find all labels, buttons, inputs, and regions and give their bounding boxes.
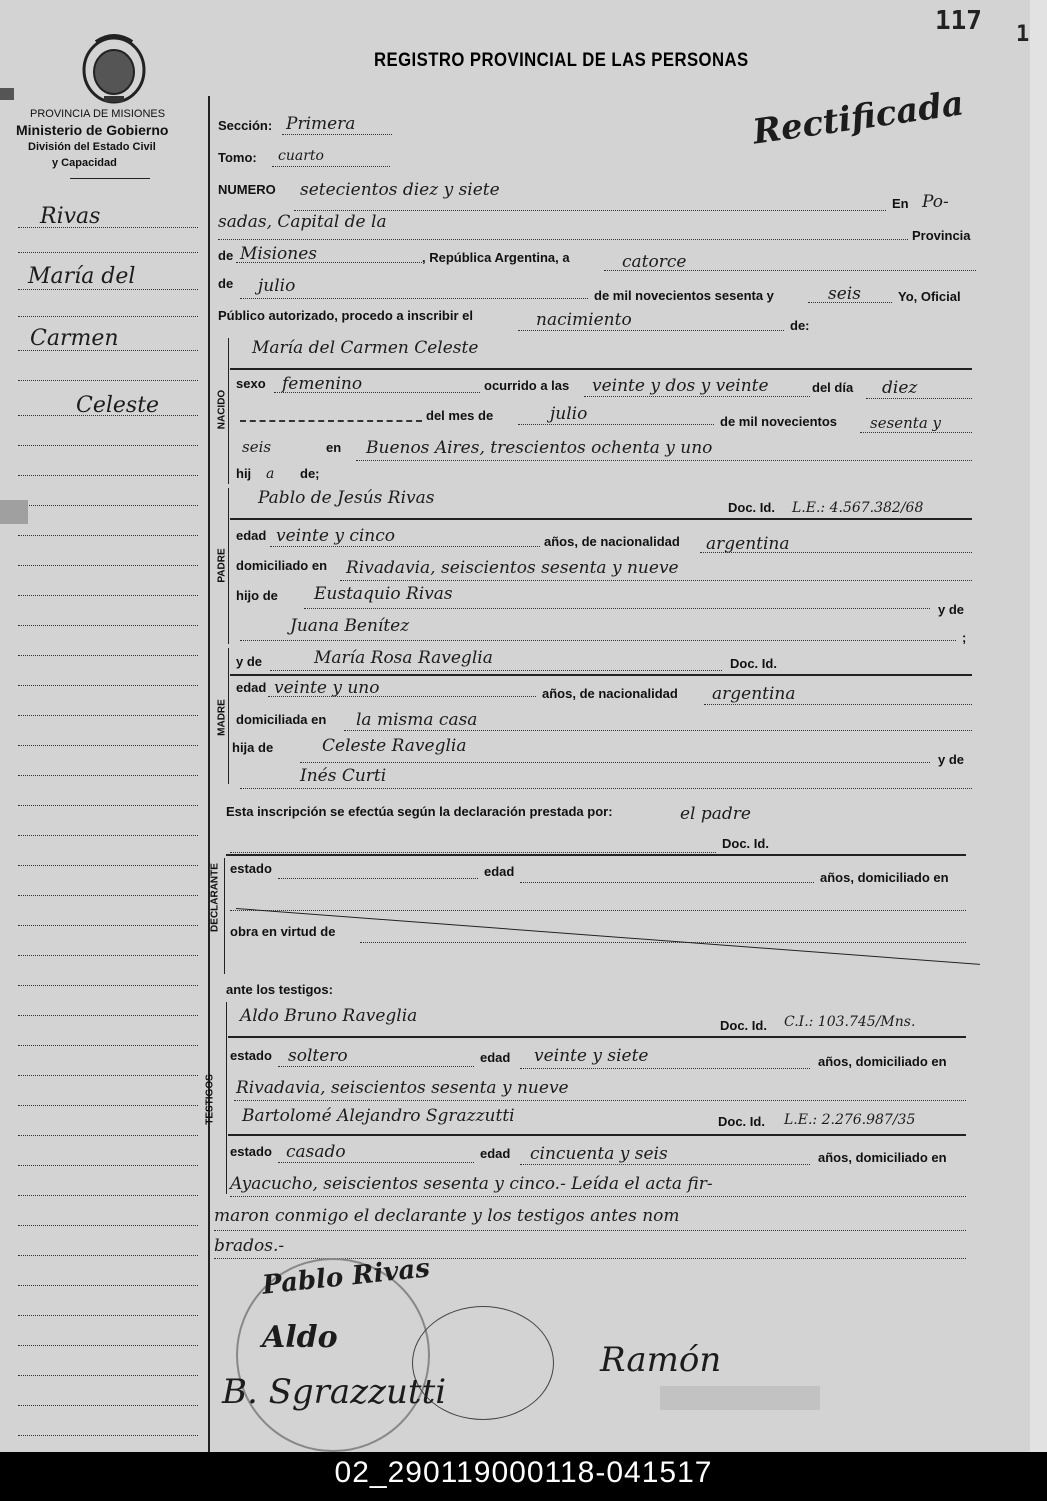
testigo1-edad-value: veinte y siete: [534, 1046, 649, 1066]
scan-mark-2: [0, 500, 28, 524]
nacido-section-label: NACIDO: [216, 389, 228, 430]
mes-value: julio: [550, 404, 588, 424]
testigo2-dom-value: Ayacucho, seiscientos sesenta y cinco.- Leída el acta fir-: [230, 1174, 713, 1194]
testigo1-estado-label: estado: [230, 1048, 272, 1063]
madre-dom-value: la misma casa: [356, 710, 478, 730]
republica-label: , República Argentina, a: [422, 250, 570, 265]
madre-hija-label: hija de: [232, 740, 274, 755]
testigo2-name: Bartolomé Alejandro Sgrazzutti: [242, 1106, 515, 1126]
tomo-label: Tomo:: [218, 150, 257, 165]
padre-nac-value: argentina: [706, 534, 790, 554]
ministry-name: Ministerio de Gobierno: [16, 122, 169, 138]
sexo-value: femenino: [282, 374, 363, 394]
en-value: Po-: [922, 192, 949, 212]
testigo1-estado-value: soltero: [288, 1046, 348, 1066]
page-edge: [1030, 0, 1047, 1452]
margin-name-4: Celeste: [76, 393, 160, 418]
testigo1-edad-label: edad: [480, 1050, 511, 1065]
testigo2-edad-value: cincuenta y seis: [530, 1144, 668, 1164]
oficial-label: Yo, Oficial: [898, 289, 961, 304]
madre-name: María Rosa Raveglia: [314, 648, 493, 668]
padre-nac-label: años, de nacionalidad: [544, 534, 680, 549]
padre-doc-label: Doc. Id.: [728, 500, 775, 515]
footer-document-id: 02_290119000118-041517: [334, 1456, 713, 1489]
month-value: julio: [258, 276, 296, 296]
mil-label: de mil novecientos: [720, 414, 838, 429]
month-de-label: de: [218, 276, 234, 291]
numero-value: setecientos diez y siete: [300, 180, 500, 200]
tomo-value: cuarto: [278, 148, 324, 164]
declarante-strike-line: [236, 908, 980, 965]
oficial-stamp-smudge: [660, 1386, 820, 1410]
closing-line-2: brados.-: [214, 1236, 285, 1256]
madre-doc-label: Doc. Id.: [730, 656, 777, 671]
numero-label: NUMERO: [218, 182, 276, 197]
division-name: División del Estado Civil: [28, 141, 156, 153]
madre-y-de-label: y de: [236, 654, 263, 669]
signature-testigo-2: B. Sgrazzutti: [222, 1372, 447, 1412]
testigo2-anos-label: años, domiciliado en: [818, 1150, 947, 1165]
declarante-intro-label: Esta inscripción se efectúa según la declaración prestada por:: [226, 804, 613, 819]
testigo2-estado-label: estado: [230, 1144, 272, 1159]
margin-name-2: María del: [28, 264, 136, 289]
en-label-2: en: [326, 440, 342, 455]
madre-edad-label: edad: [236, 680, 267, 695]
padre-edad-value: veinte y cinco: [276, 526, 396, 546]
seccion-label: Sección:: [218, 118, 273, 133]
page-title: REGISTRO PROVINCIAL DE LAS PERSONAS: [374, 50, 749, 71]
provincia-value: Misiones: [240, 244, 317, 264]
margin-name-3: Carmen: [30, 326, 119, 351]
padre-edad-label: edad: [236, 528, 267, 543]
madre-mother-value: Inés Curti: [300, 766, 387, 786]
page-mark: 1: [1016, 22, 1030, 47]
del-mes-label: del mes de: [426, 408, 494, 423]
del-dia-label: del día: [812, 380, 854, 395]
hij-de: de;: [300, 466, 320, 481]
declarante-estado-label: estado: [230, 861, 272, 876]
testigo2-edad-label: edad: [480, 1146, 511, 1161]
page-number: 117: [935, 6, 982, 36]
testigos-ante-label: ante los testigos:: [226, 982, 333, 997]
act-value: nacimiento: [536, 310, 632, 330]
en-label: En: [892, 196, 909, 211]
dia-value: diez: [882, 378, 918, 398]
lugar-value: Buenos Aires, trescientos ochenta y uno: [366, 438, 713, 458]
testigo1-doc-value: C.I.: 103.745/Mns.: [784, 1014, 916, 1030]
declarante-obra-label: obra en virtud de: [230, 924, 336, 939]
rectificada-annotation: Rectificada: [750, 83, 967, 153]
madre-dom-label: domiciliada en: [236, 712, 327, 727]
madre-father-value: Celeste Raveglia: [322, 736, 467, 756]
testigo1-doc-label: Doc. Id.: [720, 1018, 767, 1033]
madre-y-de: y de: [938, 752, 965, 767]
nacido-year-value-2: seis: [242, 438, 272, 456]
hij-label: hij: [236, 466, 252, 481]
testigo2-doc-value: L.E.: 2.276.987/35: [784, 1112, 916, 1128]
padre-section-label: PADRE: [216, 548, 228, 583]
signature-declarante: Pablo Rivas: [260, 1253, 432, 1301]
testigos-section-label: TESTIGOS: [204, 1074, 216, 1125]
madre-nac-label: años, de nacionalidad: [542, 686, 678, 701]
testigo2-estado-value: casado: [286, 1142, 346, 1162]
day-value: catorce: [622, 252, 687, 272]
declarante-intro-value: el padre: [680, 804, 751, 824]
padre-name: Pablo de Jesús Rivas: [258, 488, 435, 508]
testigo1-name: Aldo Bruno Raveglia: [240, 1006, 418, 1026]
seccion-value: Primera: [286, 114, 356, 134]
padre-father-value: Eustaquio Rivas: [314, 584, 453, 604]
declarante-section-label: DECLARANTE: [209, 863, 221, 932]
de-label: de: [218, 248, 234, 263]
testigo2-doc-label: Doc. Id.: [718, 1114, 765, 1129]
sexo-label: sexo: [236, 376, 266, 391]
closing-line-1: maron conmigo el declarante y los testigos antes nom: [214, 1206, 680, 1226]
declarante-doc-label: Doc. Id.: [722, 836, 769, 851]
year-value: seis: [828, 284, 861, 304]
margin-divider: [208, 96, 210, 1452]
signature-testigo-1: Aldo: [262, 1320, 338, 1355]
year-label: de mil novecientos sesenta y: [594, 288, 774, 303]
testigo1-anos-label: años, domiciliado en: [818, 1054, 947, 1069]
province-name: PROVINCIA DE MISIONES: [30, 108, 166, 120]
declarante-anos-label: años, domiciliado en: [820, 870, 949, 885]
division-name-2: y Capacidad: [52, 157, 117, 169]
padre-semicolon: ;: [962, 630, 967, 645]
divider: [70, 178, 150, 179]
ocurrido-label: ocurrido a las: [484, 378, 570, 393]
padre-dom-label: domiciliado en: [236, 558, 328, 573]
padre-hijo-label: hijo de: [236, 588, 278, 603]
padre-mother-value: Juana Benítez: [290, 616, 410, 636]
de-colon: de:: [790, 318, 810, 333]
madre-section-label: MADRE: [216, 699, 228, 736]
place-line: sadas, Capital de la: [218, 212, 387, 232]
padre-doc-value: L.E.: 4.567.382/68: [792, 500, 924, 516]
declarante-edad-label: edad: [484, 864, 515, 879]
madre-edad-value: veinte y uno: [274, 678, 380, 698]
scan-mark: [0, 88, 14, 100]
nacido-name: María del Carmen Celeste: [252, 338, 479, 358]
signature-oficial: Ramón: [600, 1340, 722, 1380]
hora-value: veinte y dos y veinte: [592, 376, 769, 396]
margin-name-1: Rivas: [40, 204, 101, 229]
testigo1-dom-value: Rivadavia, seiscientos sesenta y nueve: [236, 1078, 569, 1098]
padre-dom-value: Rivadavia, seiscientos sesenta y nueve: [346, 558, 679, 578]
publico-label: Público autorizado, procedo a inscribir el: [218, 308, 473, 323]
provincial-crest-icon: [74, 30, 154, 106]
provincia-label: Provincia: [912, 228, 971, 243]
hij-value: a: [266, 466, 275, 482]
madre-nac-value: argentina: [712, 684, 796, 704]
padre-y-de: y de: [938, 602, 965, 617]
nacido-year-value: sesenta y: [870, 414, 942, 432]
